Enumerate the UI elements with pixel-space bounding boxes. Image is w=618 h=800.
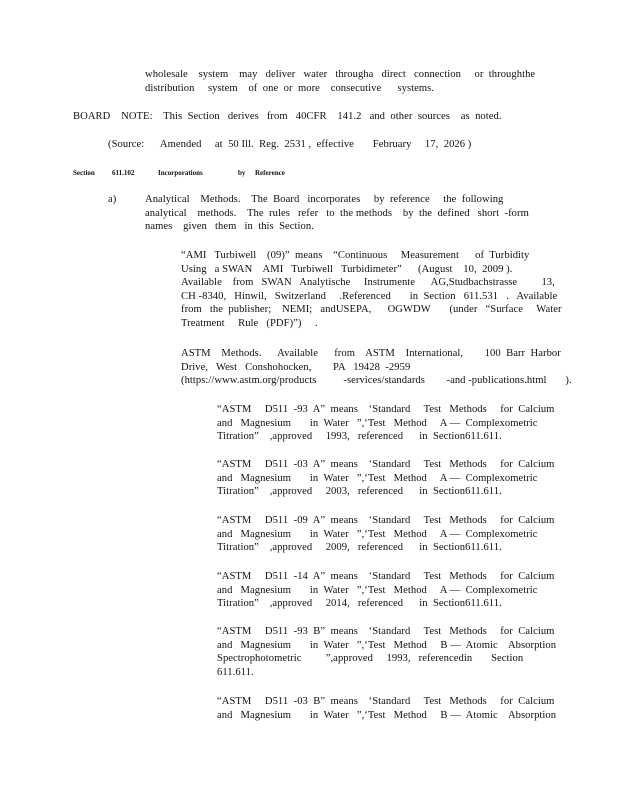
- text-line: from the publisher; NEMI; andUSEPA, OGWDW (under “Surface Water: [181, 304, 562, 315]
- text-line: “ASTM D511 -93 B” means ‘Standard Test Methods for Calcium: [217, 626, 555, 637]
- text-line: Treatment Rule (PDF)”) .: [181, 317, 318, 329]
- text-line: and Magnesium in Water ”,‘Test Method A — Complexometric: [217, 528, 538, 540]
- astm-item: [217, 514, 554, 555]
- text-line: Spectrophotometric ”,approved 1993, referencedin Section: [217, 653, 524, 664]
- astm-item: [217, 570, 554, 611]
- text-line: and Magnesium in Water ”,‘Test Method A — Complexometric: [217, 472, 538, 484]
- text-line: Available from SWAN Analytische Instrumente AG,Studbachstrasse 13,: [181, 277, 555, 288]
- ami-definition: [181, 249, 562, 330]
- text-line: Drive, West Conshohocken, PA 19428 -2959: [181, 361, 411, 373]
- text-line: Titration” ,approved 2003, referenced in Section611.611.: [217, 486, 502, 497]
- top-paragraph: [145, 68, 536, 95]
- text-line: and Magnesium in Water ”,‘Test Method B — Atomic Absorption: [217, 639, 557, 651]
- astm-item: [217, 403, 554, 444]
- astm-methods: [181, 347, 572, 388]
- text-line: and Magnesium in Water ”,‘Test Method A — Complexometric: [217, 417, 538, 429]
- text-line: (https://www.astm.org/products -services/standards -and -publications.html ).: [181, 375, 572, 386]
- text-line: and Magnesium in Water ”,‘Test Method B — Atomic Absorption: [217, 709, 557, 721]
- text-line: “AMI Turbiwell (09)” means “Continuous Measurement of Turbidity: [181, 250, 530, 261]
- text-line: Titration” ,approved 2009, referenced in Section611.611.: [217, 542, 502, 553]
- board-note: [73, 110, 502, 124]
- text-line: “ASTM D511 -09 A” means ‘Standard Test Methods for Calcium: [217, 515, 555, 526]
- text-line: distribution system of one or more consecutive systems.: [145, 82, 435, 94]
- text-line: analytical methods. The rules refer to the methods by the defined short -form: [145, 207, 529, 219]
- text-line: “ASTM D511 -93 A” means ‘Standard Test Methods for Calcium: [217, 404, 555, 415]
- section-number: 611.102: [112, 169, 135, 177]
- text-line: ASTM Methods. Available from ASTM International, 100 Barr Harbor: [181, 348, 561, 359]
- section-label: Section: [73, 169, 95, 177]
- astm-item: [217, 695, 556, 722]
- text-line: names given them in this Section.: [145, 221, 314, 232]
- text-line: Titration” ,approved 2014, referenced in Section611.611.: [217, 598, 502, 609]
- section-title-word: Incorporations: [158, 169, 203, 177]
- text-line: “ASTM D511 -03 A” means ‘Standard Test Methods for Calcium: [217, 459, 555, 470]
- source-note-text: (Source: Amended at 50 Ill. Reg. 2531 , effective February 17, 2026 ): [108, 139, 472, 150]
- text-line: and Magnesium in Water ”,‘Test Method A — Complexometric: [217, 584, 538, 596]
- text-line: CH -8340, Hinwil, Switzerland .Referenced in Section 611.531 . Available: [181, 290, 558, 302]
- text-line: Using a SWAN AMI Turbiwell Turbidimeter” (August 10, 2009 ).: [181, 263, 513, 275]
- text-line: “ASTM D511 -14 A” means ‘Standard Test Methods for Calcium: [217, 571, 555, 582]
- text-line: Titration” ,approved 1993, referenced in Section611.611.: [217, 431, 502, 442]
- text-line: wholesale system may deliver water througha direct connection or throughthe: [145, 69, 536, 80]
- section-title-word: Reference: [255, 169, 285, 177]
- board-note-text: BOARD NOTE: This Section derives from 40CFR 141.2 and other sources as noted.: [73, 111, 502, 122]
- text-line: Analytical Methods. The Board incorporates by reference the following: [145, 194, 504, 205]
- subsection-label: a): [108, 194, 117, 205]
- text-line: “ASTM D511 -03 B” means ‘Standard Test Methods for Calcium: [217, 696, 555, 707]
- section-title-word: by: [238, 169, 246, 177]
- text-line: 611.611.: [217, 666, 254, 678]
- subsection-a-text: [145, 193, 529, 234]
- astm-item: [217, 625, 556, 679]
- source-note: [108, 138, 471, 152]
- astm-item: [217, 458, 554, 499]
